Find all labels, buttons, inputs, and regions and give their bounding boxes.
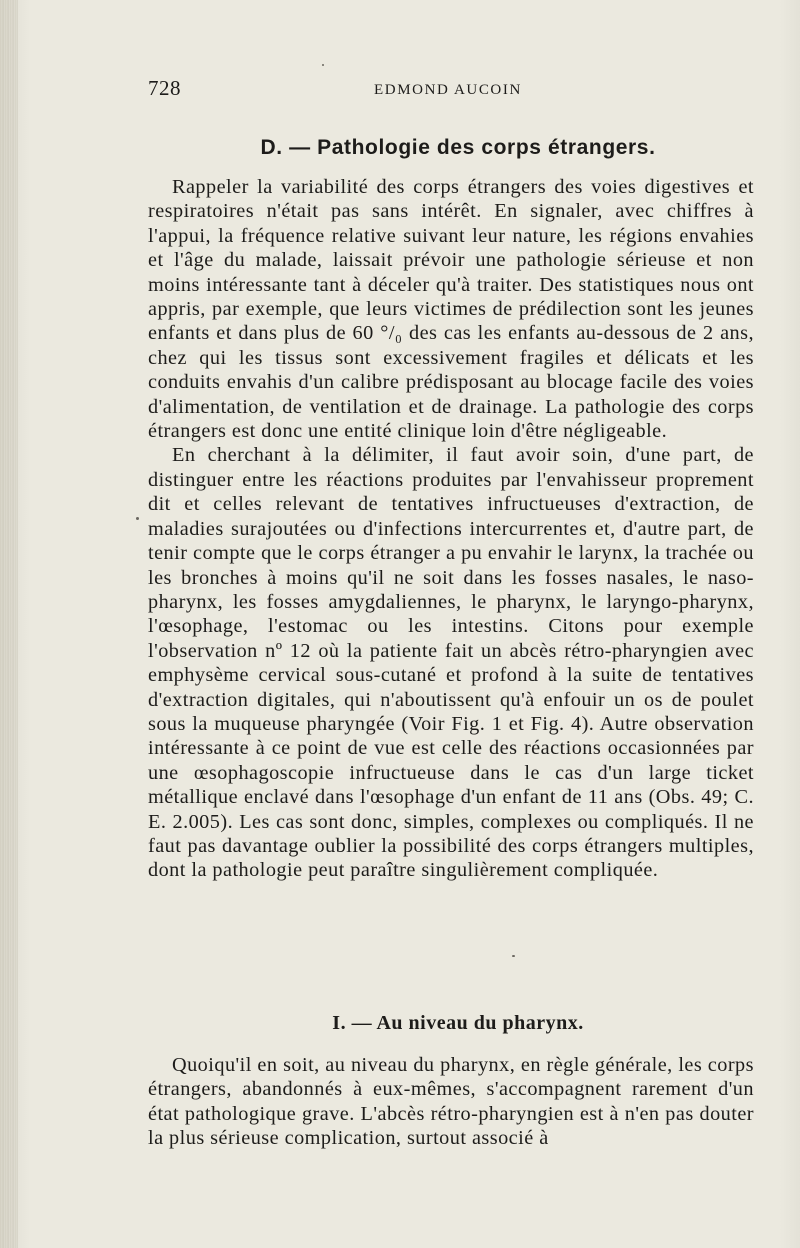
page-binding-edge [0,0,18,1248]
paragraph: En cherchant à la délimiter, il faut avoir soin, d'une part, de distinguer entre les réactions produites par l'envahisseur proprement dit et celles relevant de tentatives infructueuses d'extraction, de maladies surajoutées ou d'infections intercurrentes et, d'autre part, de tenir compte que le corps étranger a pu envahir le larynx, la trachée ou les bronches à moins qu'il ne soit dans les fosses nasales, le naso-pharynx, les fosses amygdaliennes, le pharynx, le laryngo-pharynx, l'œsophage, l'estomac ou les intestins. Citons pour exemple l'observation nº 12 où la patiente fait un abcès rétro-pharyngien avec emphysème cervical sous-cutané et profond à la suite de tentatives d'extraction digitales, qui n'aboutissent qu'à enfouir un os de poulet sous la muqueuse pharyngée (Voir Fig. 1 et Fig. 4). Autre observation intéressante à ce point de vue est celle des réactions occasionnées par une œsophagoscopie infructueuse dans le cas d'un large ticket métallique enclavé dans l'œsophage d'un enfant de 11 ans (Obs. 49; C. E. 2.005). Les cas sont donc, simples, complexes ou compliqués. Il ne faut pas davantage oublier la possibilité des corps étrangers multiples, dont la pathologie peut paraître singulièrement compliquée. [148,444,754,882]
paragraph: Rappeler la variabilité des corps étrangers des voies digestives et respiratoires n'était pas sans intérêt. En signaler, avec chiffres à l'appui, la fréquence relative suivant leur nature, les régions envahies et l'âge du malade, laissait prévoir une pathologie sérieuse et non moins intéressante tant à déceler qu'à traiter. Des statistiques nous ont appris, par exemple, que leurs victimes de prédilection sont les jeunes enfants et dans plus de 60 °/₀ des cas les enfants au-dessous de 2 ans, chez qui les tissus sont excessivement fragiles et délicats et les conduits envahis d'un calibre prédisposant au blocage facile des voies d'alimentation, de ventilation et de drainage. La pathologie des corps étrangers est donc une entité clinique loin d'être négligeable. [148,176,754,443]
body-text-pharynx [148,1053,754,1151]
print-speck [322,64,324,66]
page-header [148,76,752,102]
body-text-section-d [148,175,754,883]
section-title: D. — Pathologie des corps étrangers. [260,136,656,159]
subsection-title: I. — Au niveau du pharynx. [332,1012,584,1034]
page-number: 728 [148,76,181,100]
running-head: EDMOND AUCOIN [374,82,522,98]
print-speck [512,955,515,957]
print-speck [136,517,139,520]
paragraph: Quoiqu'il en soit, au niveau du pharynx, en règle générale, les corps étrangers, abandonnés à eux-mêmes, s'accompagnent rarement d'un état pathologique grave. L'abcès rétro-pharyngien est à n'en pas douter la plus sérieuse complication, surtout associé à [148,1054,754,1150]
